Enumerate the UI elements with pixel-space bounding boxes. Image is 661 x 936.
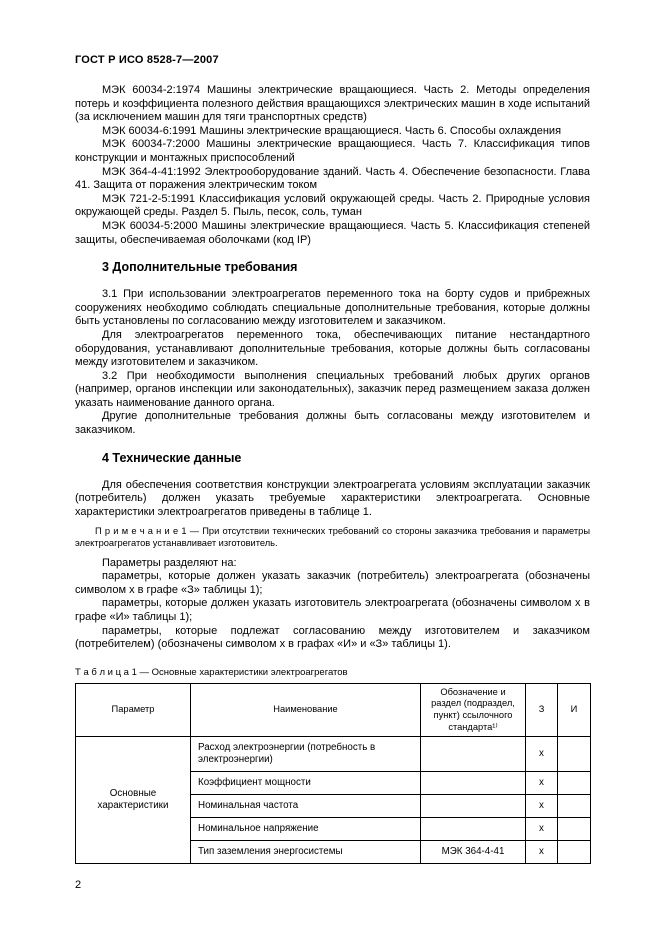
cell-i-mark (558, 841, 591, 864)
params-intro: Параметры разделяют на: (102, 556, 237, 569)
reference-paragraph: МЭК 60034-7:2000 Машины электрические вращающиеся. Часть 7. Классификация типов конструкции и монтажных приспособлений (75, 138, 590, 164)
reference-paragraph: МЭК 60034-5:2000 Машины электрические вращающиеся. Часть 5. Классификация степеней защиты, обеспечиваемая оболочками (код IP) (75, 219, 590, 246)
section-4-heading: 4 Технические данные (102, 450, 242, 465)
col-header-z: З (526, 683, 558, 736)
cell-name: Номинальная частота (191, 795, 421, 818)
reference-paragraph: МЭК 721-2-5:1991 Классификация условий окружающей среды. Часть 2. Природные условия окружающей среды. Раздел 5. Пыль, песок, соль, туман (75, 192, 590, 219)
section-4-body (75, 479, 590, 652)
table-header (76, 683, 591, 736)
cell-z-mark: х (526, 818, 558, 841)
cell-name: Расход электроэнергии (потребность в электроэнергии) (191, 737, 421, 772)
section-3-paragraph: Другие дополнительные требования должны быть согласованы между изготовителем и заказчиком. (75, 410, 590, 437)
reference-paragraph: МЭК 60034-6:1991 Машины электрические вращающиеся. Часть 6. Способы охлаждения (102, 124, 562, 137)
cell-z-mark: х (526, 841, 558, 864)
cell-i-mark (558, 737, 591, 772)
references-block (75, 84, 590, 247)
section-3-paragraph: Для электроагрегатов переменного тока, обеспечивающих питание нестандартного оборудования, устанавливают дополнительные требования, которые должны быть согласованы между изготовителем и заказчиком. (75, 328, 590, 369)
cell-z-mark: х (526, 737, 558, 772)
cell-name: Коэффициент мощности (191, 772, 421, 795)
table-caption: Т а б л и ц а 1 — Основные характеристики электроагрегатов (75, 666, 348, 678)
cell-z-mark: х (526, 772, 558, 795)
cell-name: Номинальное напряжение (191, 818, 421, 841)
cell-i-mark (558, 772, 591, 795)
cell-reference: МЭК 364-4-41 (421, 841, 526, 864)
reference-paragraph: МЭК 60034-2:1974 Машины электрические вращающиеся. Часть 2. Методы определения потерь и коэффициента полезного действия вращающихся электрических машин в ходе испытаний (за исключением машин для тяги транспортных средств) (75, 84, 590, 124)
cell-reference (421, 795, 526, 818)
col-header-name: Наименование (191, 683, 421, 736)
cell-name: Тип заземления энергосистемы (191, 841, 421, 864)
section-3-body (75, 288, 590, 438)
characteristics-table (75, 683, 591, 864)
col-header-i: И (558, 683, 591, 736)
doc-header: ГОСТ Р ИСО 8528-7—2007 (75, 54, 219, 66)
col-header-reference: Обозначение и раздел (подраздел, пункт) ссылочного стандарта¹⁾ (421, 683, 526, 736)
cell-i-mark (558, 818, 591, 841)
section-3-paragraph: 3.1 При использовании электроагрегатов переменного тока на борту судов и прибрежных сооружениях необходимо соблюдать специальные дополнительные требования, которые должны быть установлены по согласованию между изготовителем и заказчиком. (75, 288, 590, 328)
cell-group-label: Основные характеристики (76, 737, 191, 864)
section-3-heading: 3 Дополнительные требования (102, 260, 298, 275)
page-number: 2 (75, 879, 82, 892)
table-body (76, 737, 591, 864)
section-4-note: П р и м е ч а н и е 1 — При отсутствии технических требований со стороны заказчика требования и параметры электроагрегатов устанавливает изготовитель. (75, 526, 590, 549)
table-header-row (76, 683, 591, 736)
section-4-intro: Для обеспечения соответствия конструкции электроагрегата условиям эксплуатации заказчик (потребитель) должен указать требуемые характеристики электроагрегата. Основные характеристики электроагрегатов приведены в таблице 1. (75, 478, 590, 518)
section-3-paragraph: 3.2 При необходимости выполнения специальных требований любых других органов (например, органов инспекции или законодательных), заказчик перед размещением заказа должен указать наименование данного органа. (75, 369, 590, 409)
cell-reference (421, 818, 526, 841)
reference-paragraph: МЭК 364-4-41:1992 Электрооборудование зданий. Часть 4. Обеспечение безопасности. Глава 41. Защита от поражения электрическим током (75, 165, 590, 192)
params-item: параметры, которые подлежат согласованию между изготовителем и заказчиком (потребителем) (обозначены символом х в графах «И» и «З» таблицы 1). (75, 624, 590, 651)
cell-i-mark (558, 795, 591, 818)
table-row (76, 737, 591, 772)
cell-reference (421, 772, 526, 795)
col-header-parameter: Параметр (76, 683, 191, 736)
params-item: параметры, которые должен указать изготовитель электроагрегата (обозначены символом х в графе «И» таблицы 1); (75, 597, 590, 623)
cell-z-mark: х (526, 795, 558, 818)
params-item: параметры, которые должен указать заказчик (потребитель) электроагрегата (обозначены символом х в графе «З» таблицы 1); (75, 570, 590, 596)
cell-reference (421, 737, 526, 772)
